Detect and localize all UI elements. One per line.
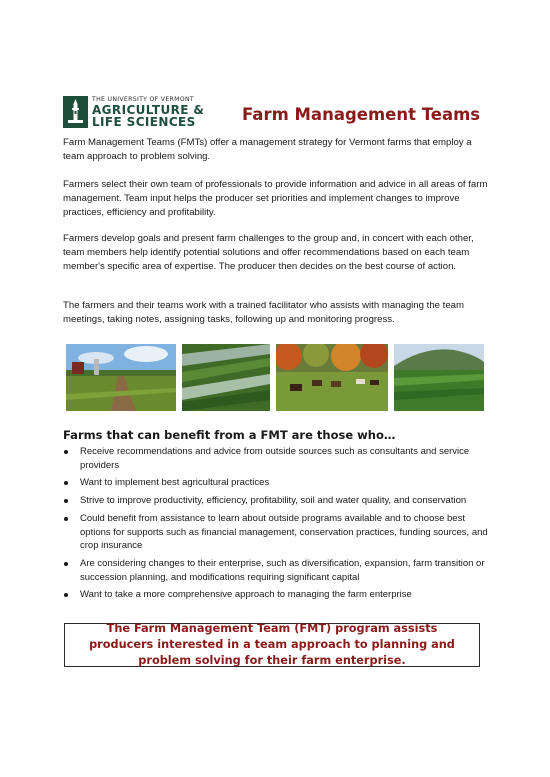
- bullet-icon: [64, 450, 68, 454]
- intro-paragraph: Farm Management Teams (FMTs) offer a management strategy for Vermont farms that employ a team approach to problem solving.: [63, 137, 472, 163]
- farm-field-photo: [66, 344, 176, 411]
- bullet-icon: [64, 517, 68, 521]
- grazing-cows-photo: [276, 344, 388, 411]
- program-callout-box: [64, 623, 480, 667]
- team-selection-paragraph: Farmers select their own team of professionals to provide information and advice in all areas of farm management. Team input helps the producer set priorities and implement changes to improve practices, efficiency and profitability.: [63, 179, 488, 219]
- vegetable-rows-photo: [182, 344, 270, 411]
- bullet-icon: [64, 481, 68, 485]
- list-item: Could benefit from assistance to learn about outside programs available and to choose best options for supports such as financial management, conservation practices, funding sources, and crop insurance: [63, 512, 493, 553]
- facilitator-paragraph: The farmers and their teams work with a trained facilitator who assists with managing the team meetings, taking notes, assigning tasks, following up and monitoring progress.: [63, 300, 464, 326]
- list-item: Want to take a more comprehensive approach to managing the farm enterprise: [63, 588, 493, 602]
- bullet-icon: [64, 499, 68, 503]
- uvm-cals-logo: [63, 96, 205, 128]
- bell-tower-logo-icon: [63, 96, 88, 128]
- goals-paragraph: Farmers develop goals and present farm challenges to the group and, in concert with each other, team members help identify potential solutions and offer recommendations based on each team member's specific area of expertise. The producer then decides on the best course of action.: [63, 233, 474, 273]
- list-item: Receive recommendations and advice from outside sources such as consultants and service providers: [63, 445, 493, 472]
- photo-strip: [66, 344, 484, 411]
- page-title: Farm Management Teams: [242, 105, 481, 124]
- bullet-icon: [64, 593, 68, 597]
- bullet-icon: [64, 562, 68, 566]
- logo-university-name: THE UNIVERSITY OF VERMONT: [92, 96, 194, 103]
- benefits-list: [63, 445, 493, 606]
- program-callout-text: The Farm Management Team (FMT) program assists producers interested in a team approach to planning and problem solving for their farm enterprise.: [89, 622, 455, 667]
- logo-college-line-2: LIFE SCIENCES: [92, 115, 196, 129]
- logo-college-line-1: AGRICULTURE &: [92, 103, 205, 117]
- corn-field-photo: [394, 344, 484, 411]
- list-item: Want to implement best agricultural practices: [63, 476, 493, 490]
- list-item: Strive to improve productivity, efficiency, profitability, soil and water quality, and conservation: [63, 494, 493, 508]
- list-item: Are considering changes to their enterprise, such as diversification, expansion, farm transition or succession planning, and modifications requiring significant capital: [63, 557, 493, 584]
- benefits-heading: Farms that can benefit from a FMT are those who…: [63, 428, 396, 442]
